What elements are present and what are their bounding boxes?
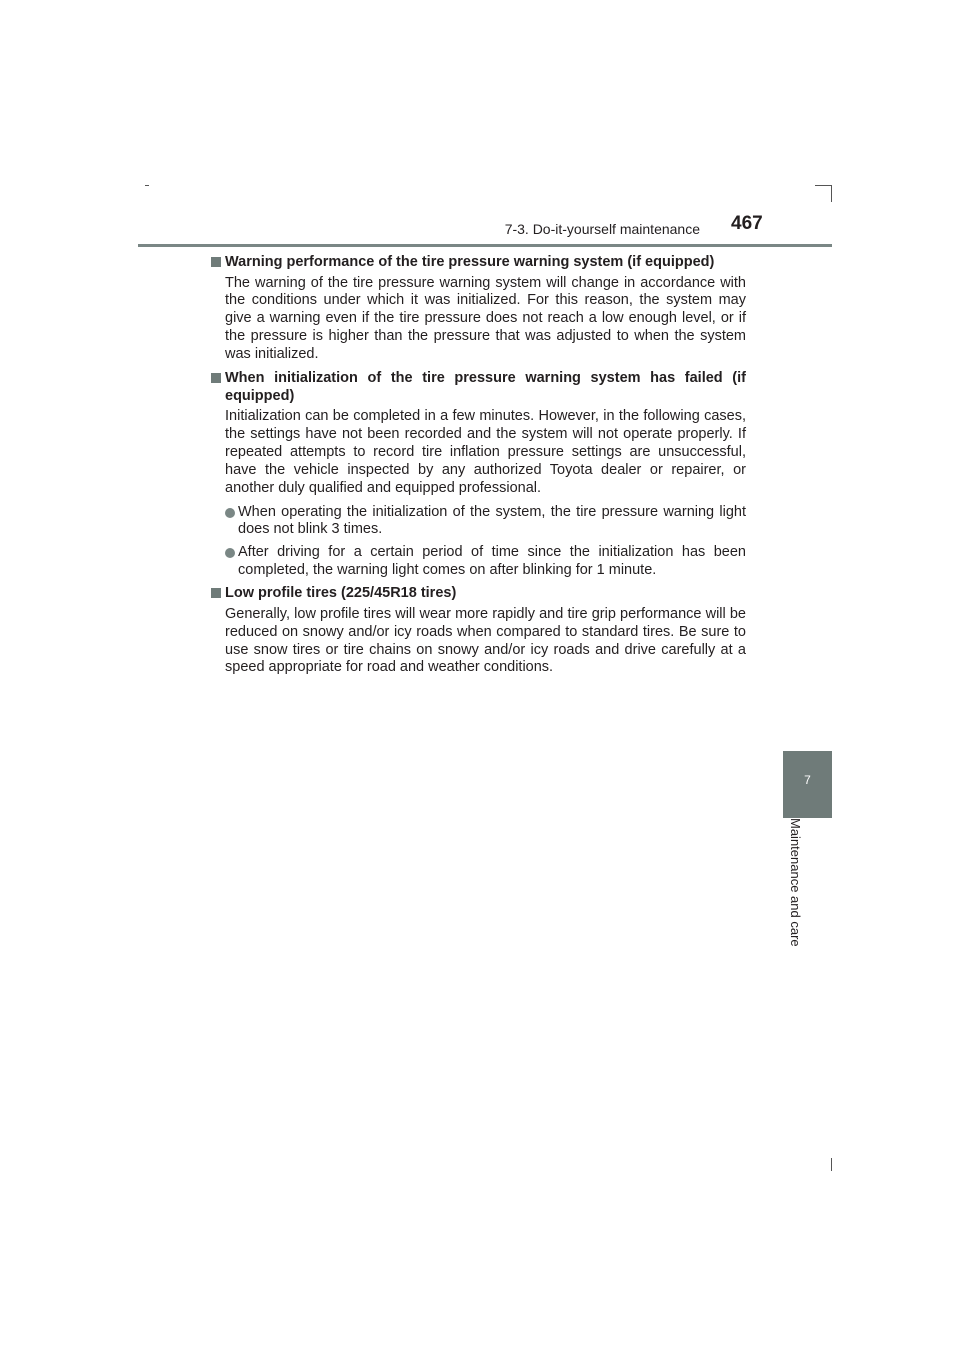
section-body: Initialization can be completed in a few minutes. However, in the following cases, the settings have not been recorded and the system will not operate properly. If repeated attempts to record tire inflation pressure settings are unsuccessful, have the vehicle inspected by any authorized Toyota dealer or repairer, or another duly qualified and equipped professional.: [225, 408, 746, 496]
section-warning-performance: [211, 254, 746, 364]
crop-mark-top-right-vertical: [831, 185, 832, 202]
page-content: [211, 254, 746, 683]
list-item: [225, 544, 746, 580]
square-bullet-icon: [211, 588, 221, 598]
page-number: 467: [731, 213, 763, 234]
section-low-profile-tires: [211, 585, 746, 677]
chapter-title: Maintenance and care: [788, 818, 803, 947]
square-bullet-icon: [211, 373, 221, 383]
list-item-text: After driving for a certain period of time since the initialization has been completed, the warning light comes on after blinking for 1 minute.: [238, 544, 746, 579]
crop-mark-top-right-horizontal: [815, 185, 832, 186]
section-initialization-failed: [211, 370, 746, 580]
section-body: Generally, low profile tires will wear more rapidly and tire grip performance will be reduced on snowy and/or icy roads when compared to standard tires. Be sure to use snow tires or tire chains on snowy and/or icy roads and drive carefully at a speed appropriate for road and weather conditions.: [225, 605, 746, 676]
section-heading-text: Warning performance of the tire pressure warning system (if equipped): [225, 254, 715, 270]
section-heading: [211, 585, 746, 603]
chapter-tab: [783, 751, 832, 818]
section-heading: [211, 254, 746, 272]
section-heading: [211, 370, 746, 405]
section-heading-text: When initialization of the tire pressure warning system has failed (if equipped): [225, 370, 746, 404]
section-heading-text: Low profile tires (225/45R18 tires): [225, 585, 457, 602]
section-body: The warning of the tire pressure warning system will change in accordance with the conditions under which it was initialized. For this reason, the system may give a warning even if the tire pressure does not reach a low enough level, or if the pressure is higher than the pressure that was adjusted to when the system was initialized.: [225, 274, 746, 363]
list-item-text: When operating the initialization of the system, the tire pressure warning light does not blink 3 times.: [238, 503, 746, 538]
running-header-section: 7-3. Do-it-yourself maintenance: [504, 221, 700, 237]
header-rule: [138, 244, 832, 247]
crop-mark-top-left: [145, 185, 149, 186]
square-bullet-icon: [211, 257, 221, 267]
crop-mark-bottom-right: [831, 1158, 832, 1171]
chapter-number: 7: [804, 773, 811, 787]
list-item: [225, 504, 746, 540]
circle-bullet-icon: [225, 508, 235, 518]
circle-bullet-icon: [225, 548, 235, 558]
